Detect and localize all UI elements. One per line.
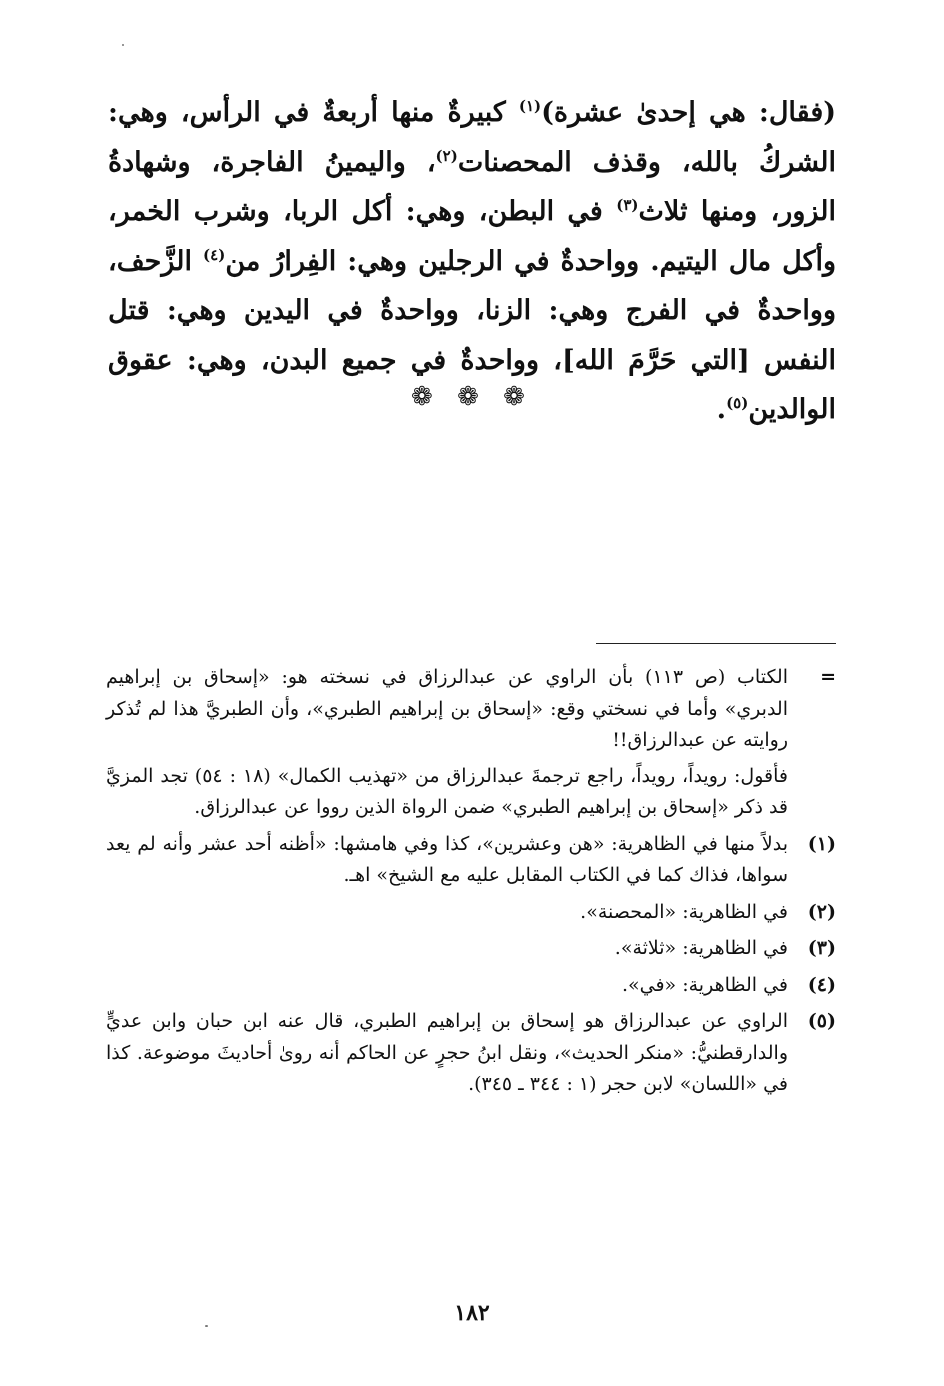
section-ornament: ❁ ❁ ❁ <box>411 382 533 412</box>
footnote-item <box>106 933 836 965</box>
main-text-part: في البطن، وهي: أكل الربا، وشرب الخمر، وأكل مال اليتيم. وواحدةٌ في الرجلين وهي: الفِرارُ من <box>108 196 836 277</box>
main-text-part: . <box>716 394 727 425</box>
page-number: ١٨٢ <box>454 1300 490 1326</box>
main-text-part: كبيرةٌ منها أربعةٌ في الرأس، وهي: الشركُ بالله، وقذف المحصنات <box>108 97 837 178</box>
footnote-separator <box>596 643 836 644</box>
footnote-item <box>106 829 836 892</box>
footnote-number: (٣) <box>807 937 836 959</box>
main-text-part: ، واليمينُ الفاجرة، وشهادةُ الزور، ومنها ثلاث <box>108 146 836 227</box>
footnote-number: (٢) <box>807 900 836 923</box>
footnote-number: (٤) <box>807 973 836 996</box>
footnote-text: في الظاهرية: «في». <box>621 973 788 996</box>
main-text-part: الزَّحف، وواحدةٌ في الفرج وهي: الزنا، وواحدةٌ في اليدين وهي: قتل النفس [التي حَرَّمَ الله]، وواحدةٌ في جميع البدن، وهي: عقوق الوالدين <box>108 245 836 425</box>
footnotes <box>106 662 836 1106</box>
main-text-part: (فقال: هي إحدىٰ عشرة) <box>541 97 837 128</box>
footnote-text: الراوي عن عبدالرزاق هو إسحاق بن إبراهيم الطبري، قال عنه ابن حبان وابن عديٍّ والدارقطنيُّ: «منكر الحديث»، ونقل ابنُ حجرٍ عن الحاكم أنه روىٰ أحاديثَ موضوعة. كذا في «اللسان» لابن حجر (١ : ٣٤٤ ـ ٣٤٥). <box>106 1010 788 1095</box>
footnote-ref: (٤) <box>203 245 226 264</box>
footnote-ref: (٢) <box>435 146 458 165</box>
scan-speck <box>122 44 124 46</box>
footnote-item <box>106 970 836 1002</box>
footnote-ref: (١) <box>518 97 542 115</box>
footnote-item <box>106 897 836 929</box>
footnote-text: بدلاً منها في الظاهرية: «هن وعشرين»، كذا وفي هامشها: «أظنه أحد عشر وأنه لم يعد سواها، فذاك كما في الكتاب المقابل عليه مع الشيخ» اهـ. <box>106 832 788 886</box>
footnote-text <box>106 662 788 824</box>
footnote-number: (١) <box>807 832 836 855</box>
footnote-ref: (٥) <box>726 394 749 412</box>
footnote-paragraph: فأقول: رويداً، رويداً، راجع ترجمةَ عبدالرزاق من «تهذيب الكمال» (١٨ : ٥٤) تجد المزيَّ قد ذكر «إسحاق بن إبراهيم الطبري» ضمن الرواة الذين رووا عن عبدالرزاق. <box>106 764 788 818</box>
footnote-text: في الظاهرية: «المحصنة». <box>580 900 788 923</box>
scan-speck <box>205 1325 208 1327</box>
footnote-ref: (٣) <box>616 196 639 214</box>
footnote-text: في الظاهرية: «ثلاثة». <box>614 937 788 959</box>
footnote-paragraph: الكتاب (ص ١١٣) بأن الراوي عن عبدالرزاق في نسخته هو: «إسحاق بن إبراهيم الدبري» وأما في نسختي وقع: «إسحاق بن إبراهيم الطبري»، وأن الطبريَّ هذا لم تُذكر روايته عن عبدالرزاق!! <box>106 666 789 751</box>
footnote-continued <box>106 662 836 824</box>
footnote-number: (٥) <box>807 1010 836 1032</box>
continuation-marker: = <box>820 666 836 688</box>
footnote-item <box>106 1006 836 1101</box>
